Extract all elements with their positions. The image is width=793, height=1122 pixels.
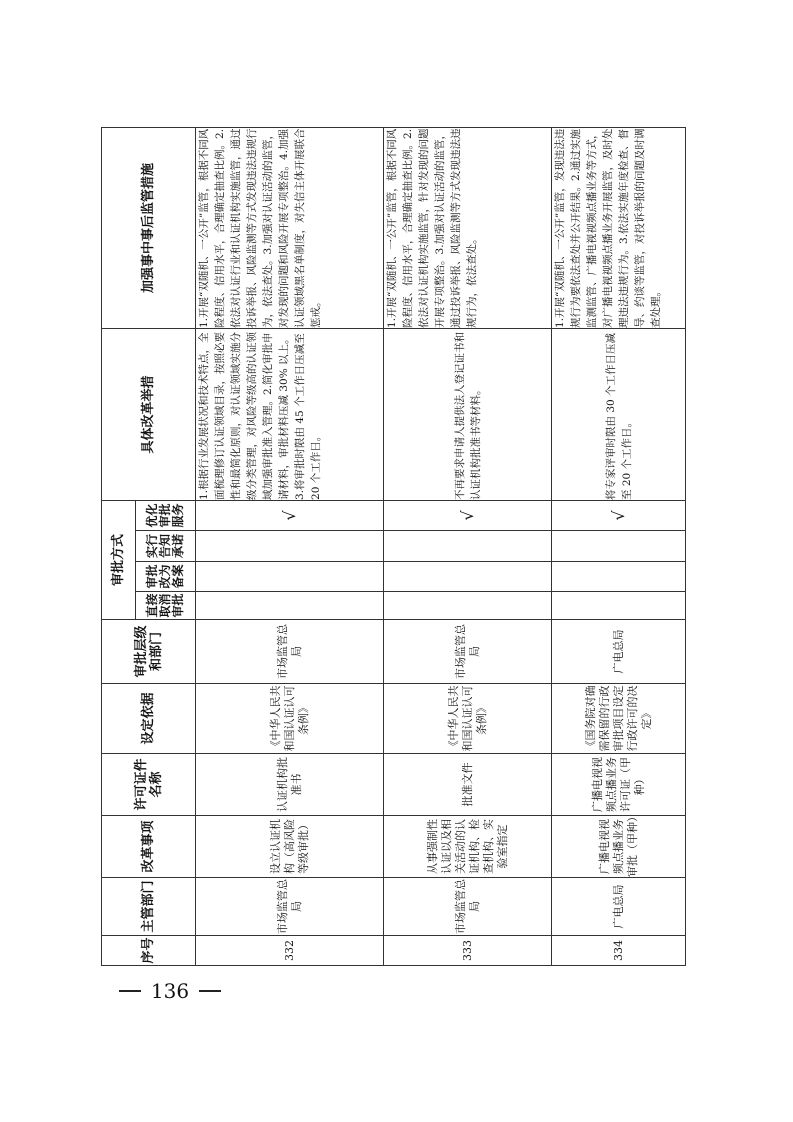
- reform-table: [101, 127, 686, 966]
- table-row: [552, 127, 686, 965]
- header-method-filing: 审批改为备案: [136, 562, 196, 592]
- row-measures: 1.根据行业发展状况和技术特点，全面梳理修订认证领域目录，按照必要性和最简化原则，对认证领域实施分级分类管理，对风险等级高的认证领域加强审批准入管理。2.简化审批申请材料，审批材料压减 30% 以上。3.将审批时限由 45 个工作日压减至 20 个工作日。: [196, 328, 384, 500]
- header-method-group: 审批方式: [102, 500, 136, 619]
- table-row: [196, 127, 384, 965]
- dash-left: [119, 990, 141, 991]
- check-mark: √: [552, 500, 686, 530]
- row-basis: 《中华人民共和国认证认可条例》: [384, 684, 552, 754]
- row-supervision: 1.开展“双随机、一公开”监管，根据不同风险程度、信用水平，合理确定抽查比例。2.依法对认证机构实施监管，针对发现的问题开展专项整治。3.加强对认证活动的监管，通过投诉举报、风险监测等方式发现违法违规行为，依法查处。: [384, 127, 552, 328]
- page-number-text: 136: [150, 979, 190, 1003]
- check-mark: √: [384, 500, 552, 530]
- reform-table-sheet: [101, 128, 685, 966]
- row-level: 广电总局: [552, 620, 686, 684]
- row-method-notify: [196, 531, 384, 562]
- row-method-notify: [384, 531, 552, 562]
- row-method-cancel: [552, 592, 686, 620]
- page-number: [115, 973, 225, 1009]
- header-method-notify: 实行告知承诺: [136, 531, 196, 562]
- row-method-cancel: [384, 592, 552, 620]
- row-item: 广播电视视频点播业务审批（甲种）: [552, 816, 686, 878]
- header-item: 改革事项: [102, 816, 196, 878]
- row-permit: 认证机构批准书: [196, 754, 384, 816]
- header-supervision: 加强事中事后监管措施: [102, 127, 196, 328]
- row-dept: 市场监管总局: [384, 878, 552, 936]
- header-no: 序号: [102, 936, 196, 966]
- row-item: 设立认证机构（高风险等级审批）: [196, 816, 384, 878]
- row-permit: 批准文件: [384, 754, 552, 816]
- row-item: 从事强制性认证以及相关活动的认证机构、检查机构、实验室指定: [384, 816, 552, 878]
- row-method-filing: [196, 562, 384, 592]
- header-level: 审批层级和部门: [102, 620, 196, 684]
- row-measures: 将专家评审时限由 30 个工作日压减至 20 个工作日。: [552, 328, 686, 500]
- row-no: 333: [384, 936, 552, 966]
- row-no: 334: [552, 936, 686, 966]
- row-permit: 广播电视视频点播业务许可证（甲种）: [552, 754, 686, 816]
- dash-right: [199, 990, 221, 991]
- check-mark: √: [196, 500, 384, 530]
- row-basis: 《国务院对确需保留的行政审批项目设定行政许可的决定》: [552, 684, 686, 754]
- header-method-optimize: 优化审批服务: [136, 500, 196, 530]
- row-method-filing: [552, 562, 686, 592]
- row-basis: 《中华人民共和国认证认可条例》: [196, 684, 384, 754]
- header-measures: 具体改革举措: [102, 328, 196, 500]
- row-no: 332: [196, 936, 384, 966]
- header-row-top: [102, 127, 136, 965]
- header-basis: 设定依据: [102, 684, 196, 754]
- table-row: [384, 127, 552, 965]
- row-level: 市场监管总局: [384, 620, 552, 684]
- row-measures: 不再要求申请人提供法人登记证书和认证机构批准书等材料。: [384, 328, 552, 500]
- header-method-cancel: 直接取消审批: [136, 592, 196, 620]
- row-dept: 广电总局: [552, 878, 686, 936]
- row-level: 市场监管总局: [196, 620, 384, 684]
- rotated-table-frame: [101, 128, 685, 966]
- row-method-notify: [552, 531, 686, 562]
- row-method-filing: [384, 562, 552, 592]
- header-dept: 主管部门: [102, 878, 196, 936]
- row-method-cancel: [196, 592, 384, 620]
- row-supervision: 1.开展“双随机、一公开”监管，根据不同风险程度、信用水平，合理确定抽查比例。2.依法对认证行业和认证机构实施监管，通过投诉举报、风险监测等方式发现违法违规行为，依法查处。3.加强对认证活动的监管，对发现的问题和风险开展专项整治。4.加强认证领域黑名单制度，对失信主体开展联合惩戒。: [196, 127, 384, 328]
- row-dept: 市场监管总局: [196, 878, 384, 936]
- row-supervision: 1.开展“双随机、一公开”监管，发现违法违规行为要依法查处并公开结果。2.通过实施监测监管、广播电视视频点播业务等方式，对广播电视视频点播业务开展监管，及时处理违法违规行为。3.依法实施年度检查、督导、约谈等监管，对投诉举报的问题及时调查处理。: [552, 127, 686, 328]
- header-permit: 许可证件名称: [102, 754, 196, 816]
